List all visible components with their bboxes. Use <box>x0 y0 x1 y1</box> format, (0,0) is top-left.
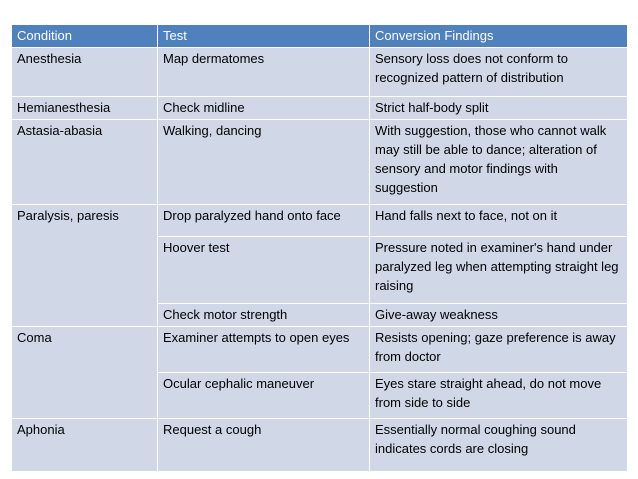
condition-cell: Hemianesthesia <box>12 97 158 120</box>
condition-cell: Astasia-abasia <box>12 120 158 205</box>
table-row <box>12 97 628 120</box>
finding-cell: Pressure noted in examiner's hand under paralyzed leg when attempting straight leg raising <box>370 237 628 304</box>
test-cell: Hoover test <box>158 237 370 304</box>
condition-cell: Anesthesia <box>12 48 158 97</box>
table-row <box>12 419 628 472</box>
condition-cell: Aphonia <box>12 419 158 472</box>
test-cell: Drop paralyzed hand onto face <box>158 205 370 237</box>
finding-cell: Give-away weakness <box>370 304 628 327</box>
condition-cell: Paralysis, paresis <box>12 205 158 327</box>
test-cell: Check motor strength <box>158 304 370 327</box>
conversion-findings-table <box>11 24 628 472</box>
table-row <box>12 205 628 237</box>
table-row <box>12 120 628 205</box>
finding-cell: Sensory loss does not conform to recognized pattern of distribution <box>370 48 628 97</box>
table-row <box>12 48 628 97</box>
header-conversion-findings: Conversion Findings <box>370 25 628 48</box>
test-cell: Request a cough <box>158 419 370 472</box>
finding-cell: Essentially normal coughing sound indicates cords are closing <box>370 419 628 472</box>
condition-cell: Coma <box>12 327 158 419</box>
test-cell: Check midline <box>158 97 370 120</box>
test-cell: Examiner attempts to open eyes <box>158 327 370 373</box>
test-cell: Walking, dancing <box>158 120 370 205</box>
header-test: Test <box>158 25 370 48</box>
finding-cell: Eyes stare straight ahead, do not move from side to side <box>370 373 628 419</box>
test-cell: Ocular cephalic maneuver <box>158 373 370 419</box>
header-condition: Condition <box>12 25 158 48</box>
header-row <box>12 25 628 48</box>
table-row <box>12 327 628 373</box>
finding-cell: Strict half-body split <box>370 97 628 120</box>
finding-cell: Resists opening; gaze preference is away from doctor <box>370 327 628 373</box>
test-cell: Map dermatomes <box>158 48 370 97</box>
finding-cell: With suggestion, those who cannot walk may still be able to dance; alteration of sensory and motor findings with suggestion <box>370 120 628 205</box>
finding-cell: Hand falls next to face, not on it <box>370 205 628 237</box>
